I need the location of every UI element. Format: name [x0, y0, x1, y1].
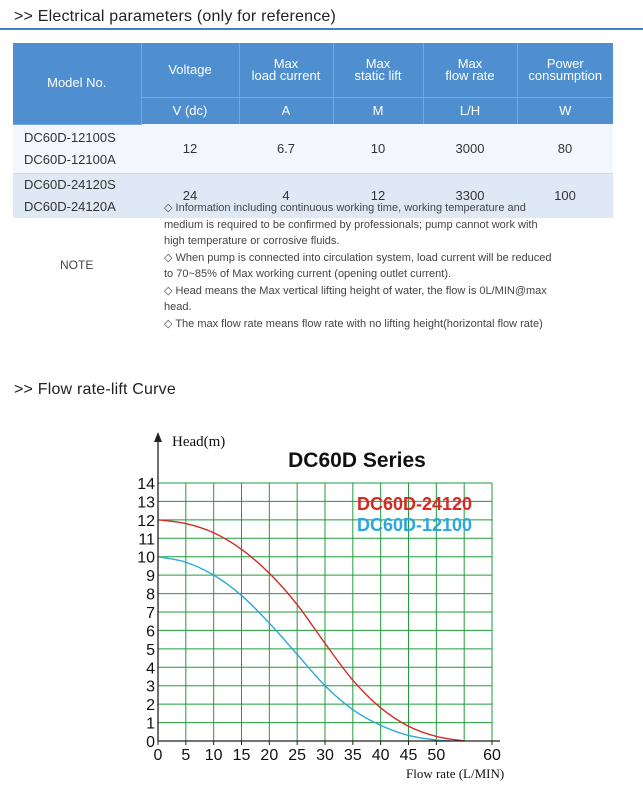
electrical-parameters-table	[13, 43, 613, 218]
x-tick-label: 25	[288, 747, 307, 764]
x-tick-label: 10	[204, 747, 223, 764]
cell-voltage: 12	[141, 124, 239, 173]
y-tick-label: 0	[146, 734, 155, 751]
legend-dc60d-12100: DC60D-12100	[357, 515, 473, 535]
y-tick-label: 7	[146, 605, 155, 622]
cell-load-current: 4	[239, 173, 333, 218]
x-tick-label: 60	[483, 747, 501, 764]
x-tick-label: 0	[153, 747, 163, 764]
y-tick-label: 1	[146, 715, 155, 733]
y-tick-label: 2	[146, 697, 155, 715]
note-line: ◇ Information including continuous working time, working temperature and	[164, 202, 526, 214]
y-tick-label: 8	[146, 586, 155, 604]
electrical-parameters-title: >> Electrical parameters (only for reference)	[14, 8, 337, 25]
x-axis-label: Flow rate (L/MIN)	[406, 766, 505, 781]
y-tick-label: 3	[146, 678, 155, 696]
x-tick-label: 5	[181, 747, 191, 764]
note-line: head.	[164, 301, 192, 313]
note-line: ◇ The max flow rate means flow rate with no lifting height(horizontal flow rate)	[164, 317, 543, 330]
y-tick-label: 9	[146, 568, 155, 586]
unit-flow-rate: L/H	[423, 98, 517, 125]
cell-flow-rate: 3000	[423, 124, 517, 173]
unit-static-lift: M	[333, 98, 423, 125]
cell-voltage: 24	[141, 173, 239, 218]
note-line: medium is required to be confirmed by professionals; pump cannot work with	[164, 218, 538, 231]
y-tick-label: 13	[137, 494, 155, 512]
unit-load-current: A	[239, 98, 333, 125]
chart-title: DC60D Series	[288, 449, 426, 472]
cell-power: 100	[517, 173, 613, 218]
header-divider	[0, 28, 643, 30]
cell-power: 80	[517, 124, 613, 173]
y-tick-label: 5	[146, 641, 155, 659]
cell-model: DC60D-12100S DC60D-12100A	[13, 124, 141, 173]
flow-curve-title: >> Flow rate-lift Curve	[14, 381, 176, 398]
note-text	[164, 200, 604, 332]
electrical-parameters-header	[0, 4, 643, 30]
y-tick-label: 14	[137, 476, 155, 493]
y-tick-label: 4	[146, 660, 155, 678]
x-tick-label: 15	[232, 747, 251, 764]
note-line: to 70~85% of Max working current (opening outlet current).	[164, 268, 452, 280]
header-static-lift: Max static lift	[333, 43, 423, 98]
note-line: ◇ When pump is connected into circulation system, load current will be reduced	[164, 251, 552, 264]
flow-rate-lift-chart	[0, 420, 643, 785]
header-voltage: Voltage	[141, 43, 239, 98]
y-tick-label: 6	[146, 623, 155, 641]
table-row	[13, 124, 613, 173]
note-label: NOTE	[60, 258, 94, 272]
unit-voltage: V (dc)	[141, 98, 239, 125]
header-load-current: Max load current	[239, 43, 333, 98]
flow-curve-header	[0, 377, 643, 403]
cell-model: DC60D-24120S DC60D-24120A	[13, 173, 141, 218]
x-tick-label: 35	[343, 747, 362, 764]
note-line: ◇ Head means the Max vertical lifting height of water, the flow is 0L/MIN@max	[164, 284, 547, 297]
y-tick-label: 12	[137, 512, 155, 530]
chart-svg	[0, 420, 643, 785]
x-tick-label: 30	[316, 747, 334, 764]
header-flow-rate: Max flow rate	[423, 43, 517, 98]
y-axis-label: Head(m)	[172, 434, 226, 450]
y-tick-label: 10	[137, 549, 155, 567]
cell-static-lift: 12	[333, 173, 423, 218]
header-power: Power consumption	[517, 43, 613, 98]
y-tick-label: 11	[138, 531, 155, 549]
y-axis-arrow-icon	[154, 432, 162, 442]
x-tick-label: 45	[399, 747, 418, 764]
header-model: Model No.	[13, 43, 141, 124]
table-header-row	[13, 43, 613, 98]
x-tick-label: 50	[427, 747, 446, 764]
cell-flow-rate: 3300	[423, 173, 517, 218]
legend-dc60d-24120: DC60D-24120	[357, 494, 473, 514]
x-tick-label: 20	[260, 747, 279, 764]
cell-static-lift: 10	[333, 124, 423, 173]
x-tick-label: 40	[371, 747, 390, 764]
unit-power: W	[517, 98, 613, 125]
cell-load-current: 6.7	[239, 124, 333, 173]
note-line: high temperature or corrosive fluids.	[164, 235, 340, 247]
